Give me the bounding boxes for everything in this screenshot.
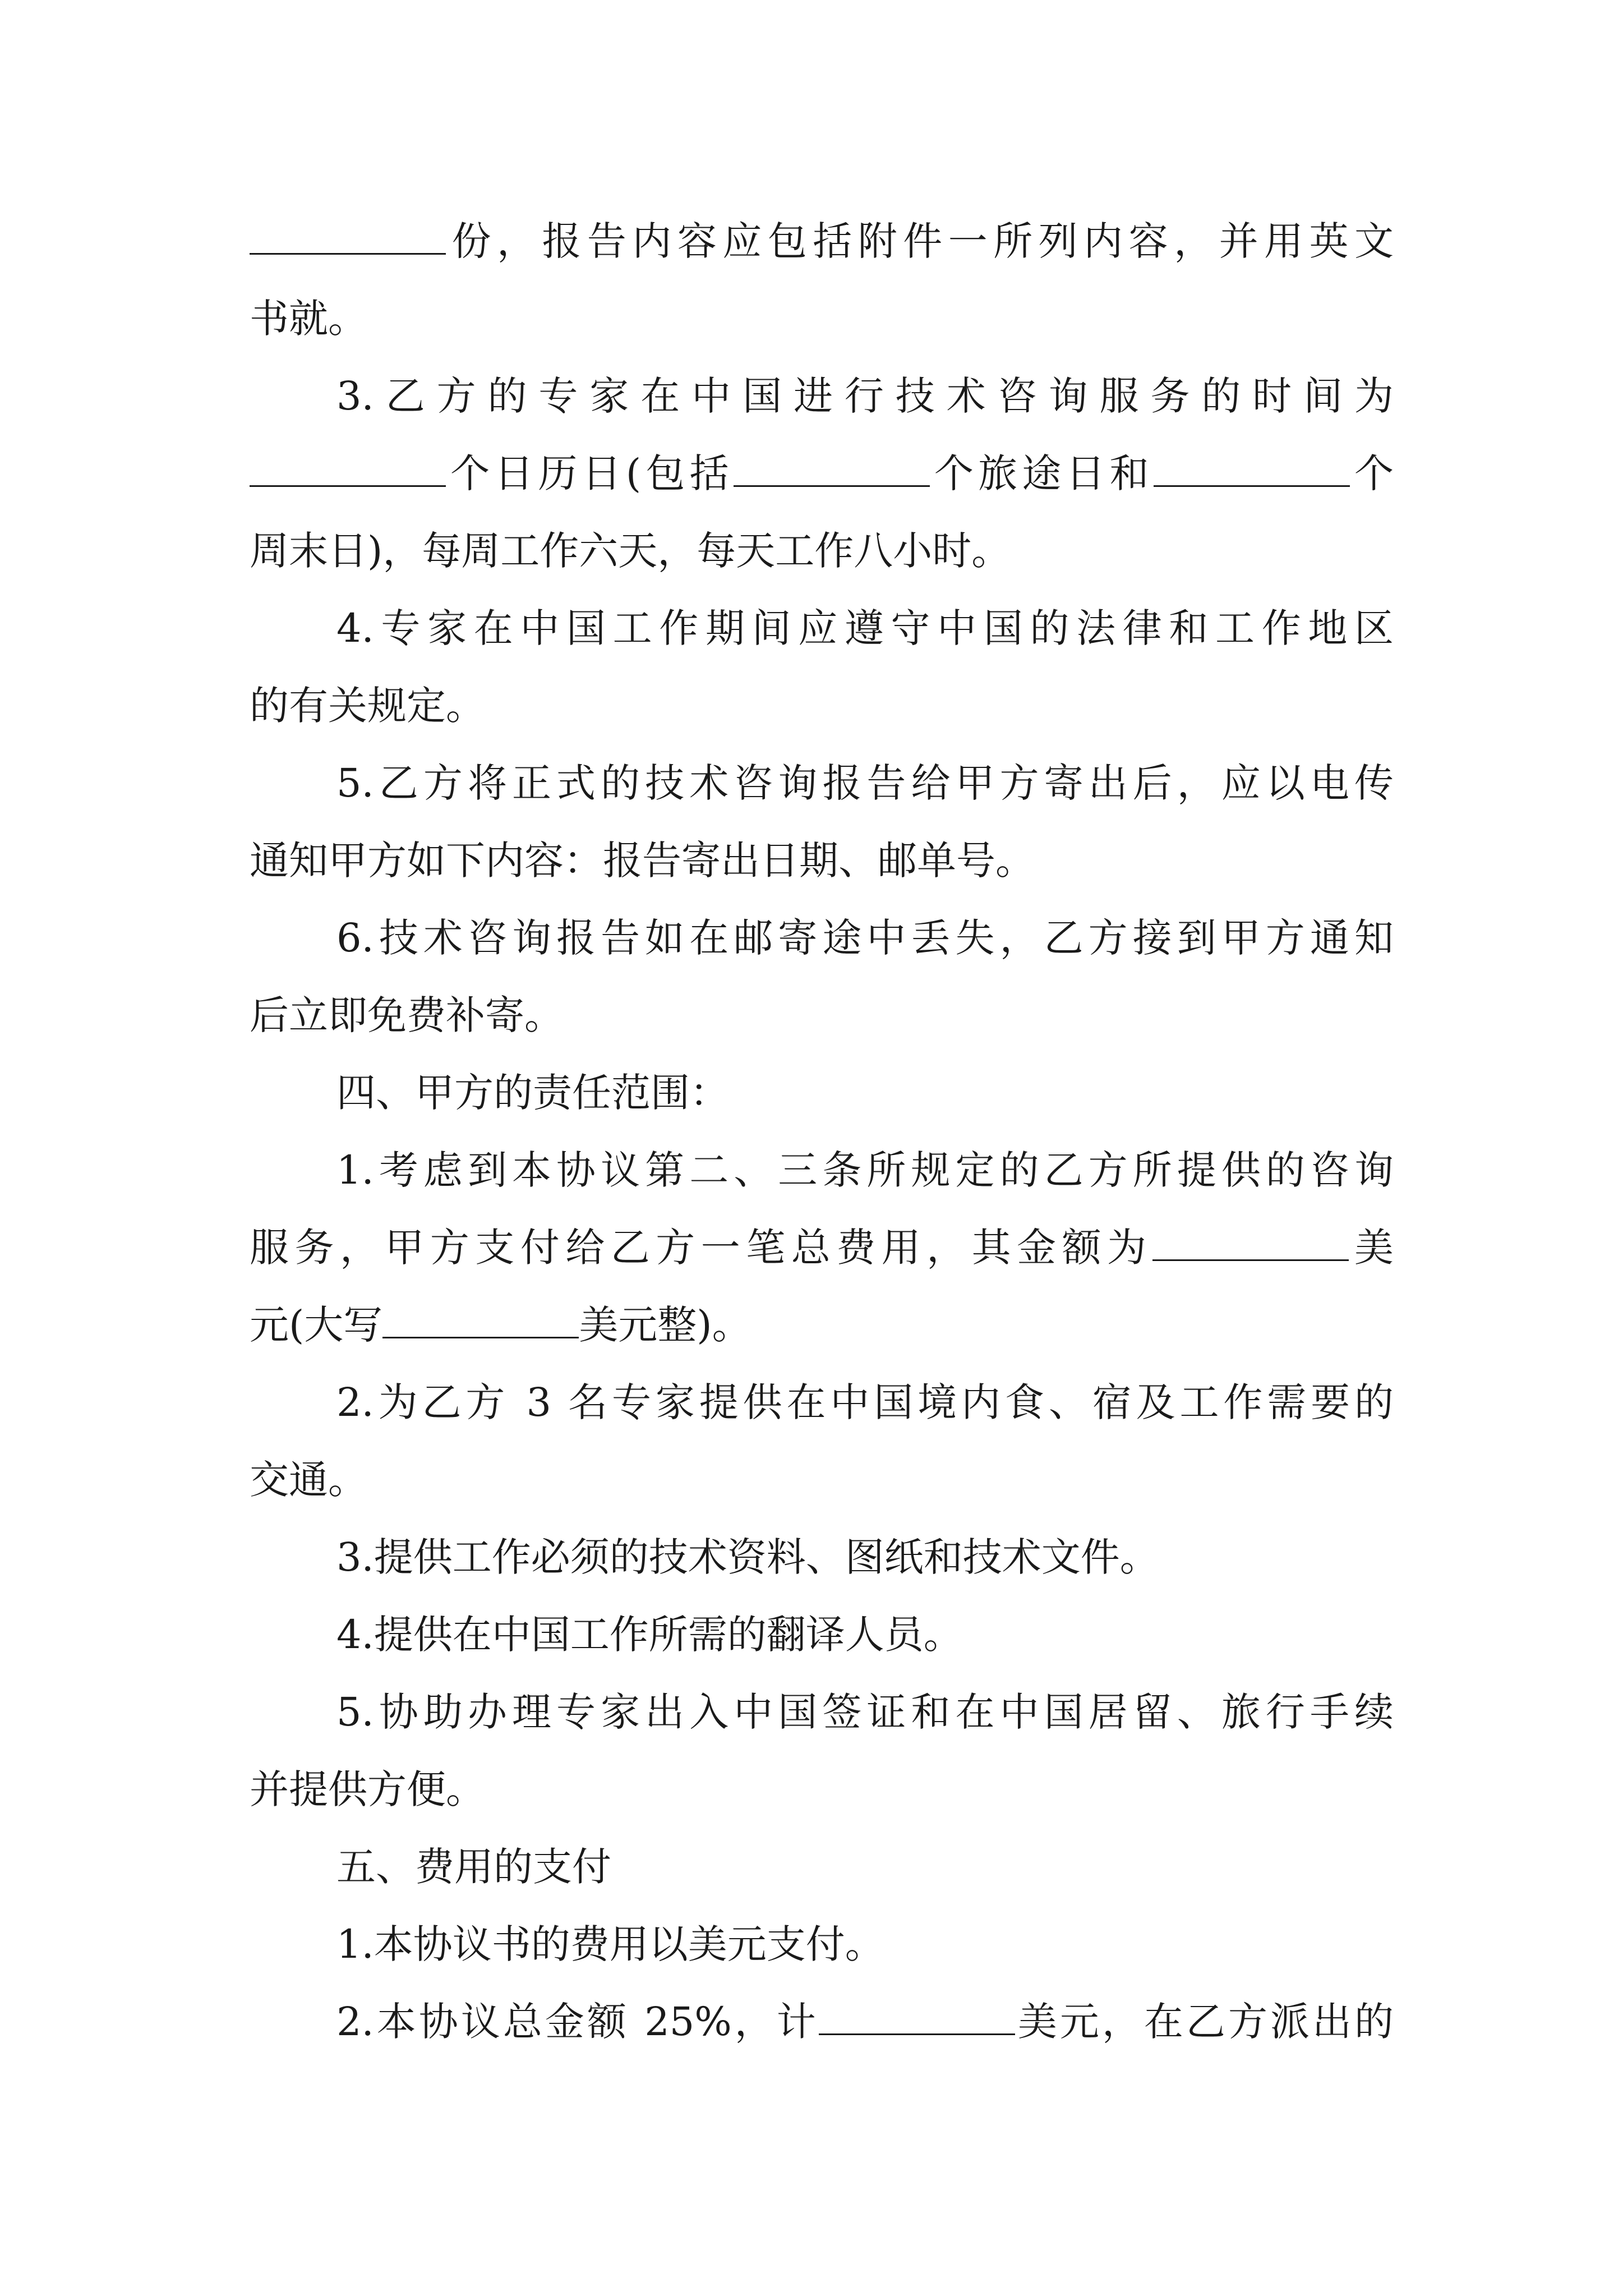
text-segment: 2.为乙方 3 名专家提供在中国境内食、宿及工作需要的 xyxy=(336,1379,1394,1425)
fill-in-blank[interactable] xyxy=(1154,446,1350,487)
text-line-15 xyxy=(250,1297,1394,1353)
text-line-21 xyxy=(250,1761,1394,1818)
text-line-17 xyxy=(250,1452,1394,1508)
text-segment: 书就。 xyxy=(250,296,367,342)
text-segment: 元(大写 xyxy=(250,1302,383,1348)
text-segment: 后立即免费补寄。 xyxy=(250,992,564,1038)
fill-in-blank[interactable] xyxy=(250,446,446,487)
text-segment: 4.提供在中国工作所需的翻译人员。 xyxy=(336,1612,963,1658)
text-line-14 xyxy=(250,1220,1394,1276)
text-line-19 xyxy=(336,1607,1394,1663)
text-line-5 xyxy=(250,523,1394,579)
text-line-6 xyxy=(336,600,1394,656)
section-heading-4 xyxy=(336,1065,1394,1121)
fill-in-blank[interactable] xyxy=(1152,1220,1349,1261)
text-segment: 美元整)。 xyxy=(579,1302,751,1348)
text-line-7 xyxy=(250,678,1394,734)
text-segment: 1.考虑到本协议第二、三条所规定的乙方所提供的咨询 xyxy=(336,1147,1394,1193)
text-segment: 5.协助办理专家出入中国签证和在中国居留、旅行手续 xyxy=(336,1689,1394,1735)
text-segment: 个日历日(包括 xyxy=(446,450,734,496)
fill-in-blank[interactable] xyxy=(734,446,930,487)
text-line-16 xyxy=(336,1374,1394,1430)
text-segment: 美 xyxy=(1348,1225,1394,1271)
text-line-20 xyxy=(336,1684,1394,1740)
fill-in-blank[interactable] xyxy=(250,214,446,255)
text-line-8 xyxy=(336,755,1394,811)
text-line-11 xyxy=(250,987,1394,1043)
text-line-10 xyxy=(336,910,1394,966)
text-segment: 美元，在乙方派出的 xyxy=(1015,1999,1394,2045)
text-segment: 1.本协议书的费用以美元支付。 xyxy=(336,1921,884,1967)
text-line-24 xyxy=(336,1994,1394,2050)
text-segment: 的有关规定。 xyxy=(250,683,485,729)
fill-in-blank[interactable] xyxy=(382,1297,579,1338)
text-line-1 xyxy=(250,213,1394,269)
text-line-4 xyxy=(250,445,1394,501)
text-segment: 2.本协议总金额 25%，计 xyxy=(336,1999,819,2045)
text-segment: 四、甲方的责任范围： xyxy=(336,1070,729,1116)
text-segment: 五、费用的支付 xyxy=(336,1844,611,1890)
text-line-3 xyxy=(336,368,1394,424)
text-line-13 xyxy=(336,1142,1394,1198)
text-line-9 xyxy=(250,832,1394,889)
text-segment: 4.专家在中国工作期间应遵守中国的法律和工作地区 xyxy=(336,605,1394,651)
text-segment: 5.乙方将正式的技术咨询报告给甲方寄出后，应以电传 xyxy=(336,760,1394,806)
text-segment: 3.乙方的专家在中国进行技术咨询服务的时间为 xyxy=(336,373,1394,419)
text-segment: 6.技术咨询报告如在邮寄途中丢失，乙方接到甲方通知 xyxy=(336,915,1394,961)
fill-in-blank[interactable] xyxy=(819,1994,1015,2035)
text-segment: 交通。 xyxy=(250,1457,367,1503)
text-line-2 xyxy=(250,291,1394,347)
text-segment: 通知甲方如下内容：报告寄出日期、邮单号。 xyxy=(250,838,1035,884)
text-line-23 xyxy=(336,1916,1394,1972)
text-line-18 xyxy=(336,1529,1394,1585)
text-segment: 份，报告内容应包括附件一所列内容，并用英文 xyxy=(446,218,1394,264)
text-segment: 并提供方便。 xyxy=(250,1766,485,1812)
text-segment: 服务，甲方支付给乙方一笔总费用，其金额为 xyxy=(250,1225,1152,1271)
text-segment: 个 xyxy=(1349,450,1394,496)
text-segment: 3.提供工作必须的技术资料、图纸和技术文件。 xyxy=(336,1534,1159,1580)
text-segment: 个旅途日和 xyxy=(929,450,1154,496)
section-heading-5 xyxy=(336,1839,1394,1895)
text-segment: 周末日)，每周工作六天，每天工作八小时。 xyxy=(250,528,1011,574)
